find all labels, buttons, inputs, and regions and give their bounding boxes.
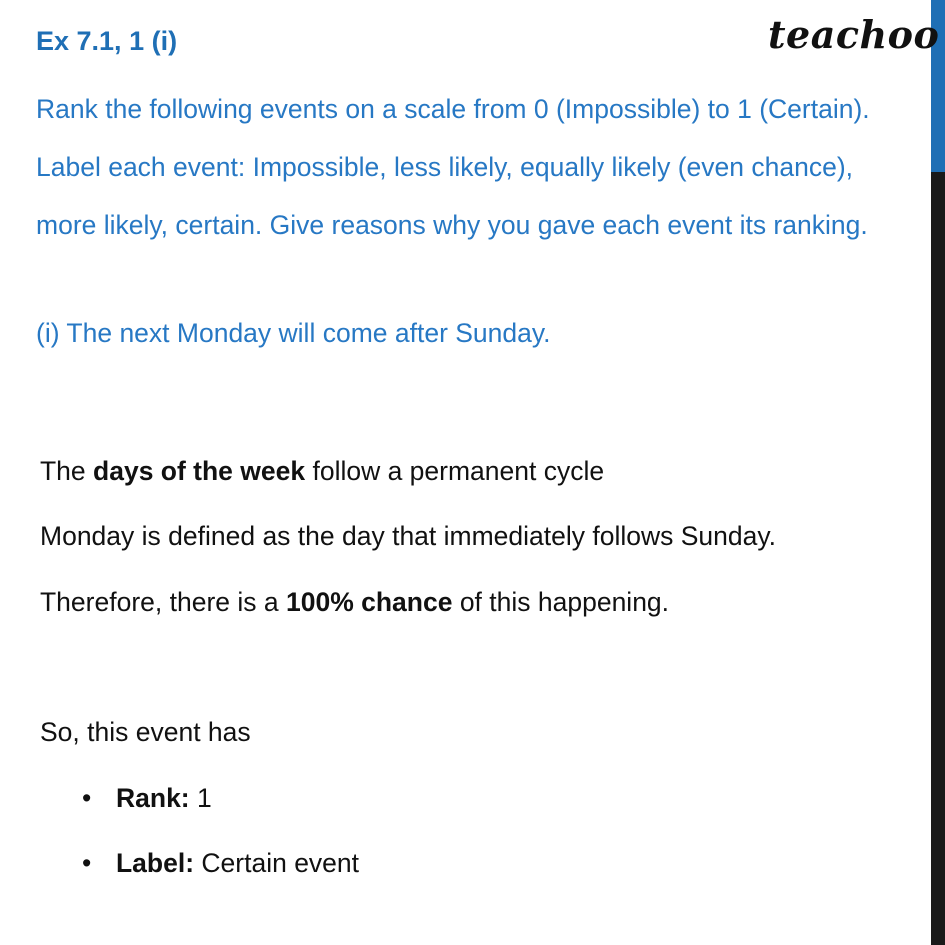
bullet-rank-label: Rank: bbox=[116, 783, 190, 813]
bullet-label-value: Certain event bbox=[194, 848, 360, 878]
sub-question: (i) The next Monday will come after Sunday. bbox=[36, 318, 551, 348]
solution-line-3-pre: Therefore, there is a bbox=[40, 587, 286, 617]
solution-line-1 bbox=[40, 456, 604, 487]
bullet-dot-icon: • bbox=[82, 848, 92, 878]
solution-line-3 bbox=[40, 587, 669, 618]
summary-intro: So, this event has bbox=[40, 717, 251, 747]
solution-line-2: Monday is defined as the day that immediately follows Sunday. bbox=[40, 521, 777, 551]
bullet-rank-value: 1 bbox=[189, 783, 212, 813]
solution-line-3-post: of this happening. bbox=[452, 587, 670, 617]
bullet-label-label: Label: bbox=[116, 848, 195, 878]
exercise-title: Ex 7.1, 1 (i) bbox=[36, 26, 178, 56]
bullet-dot-icon: • bbox=[82, 783, 92, 813]
bullet-rank bbox=[82, 783, 212, 814]
bullet-label bbox=[82, 848, 359, 879]
solution-line-1-bold: days of the week bbox=[93, 456, 306, 486]
solution-line-1-pre: The bbox=[40, 456, 94, 486]
solution-line-3-bold: 100% chance bbox=[285, 587, 453, 617]
question-text: Rank the following events on a scale from 0 (Impossible) to 1 (Certain). Label each event: Impossible, less likely, equally likely (even chance), more likely, certain. Give reasons why you gave each event its ranking. bbox=[36, 94, 870, 240]
solution-line-1-post: follow a permanent cycle bbox=[305, 456, 605, 486]
teachoo-logo: teachoo bbox=[768, 12, 940, 57]
question-block bbox=[36, 80, 916, 254]
